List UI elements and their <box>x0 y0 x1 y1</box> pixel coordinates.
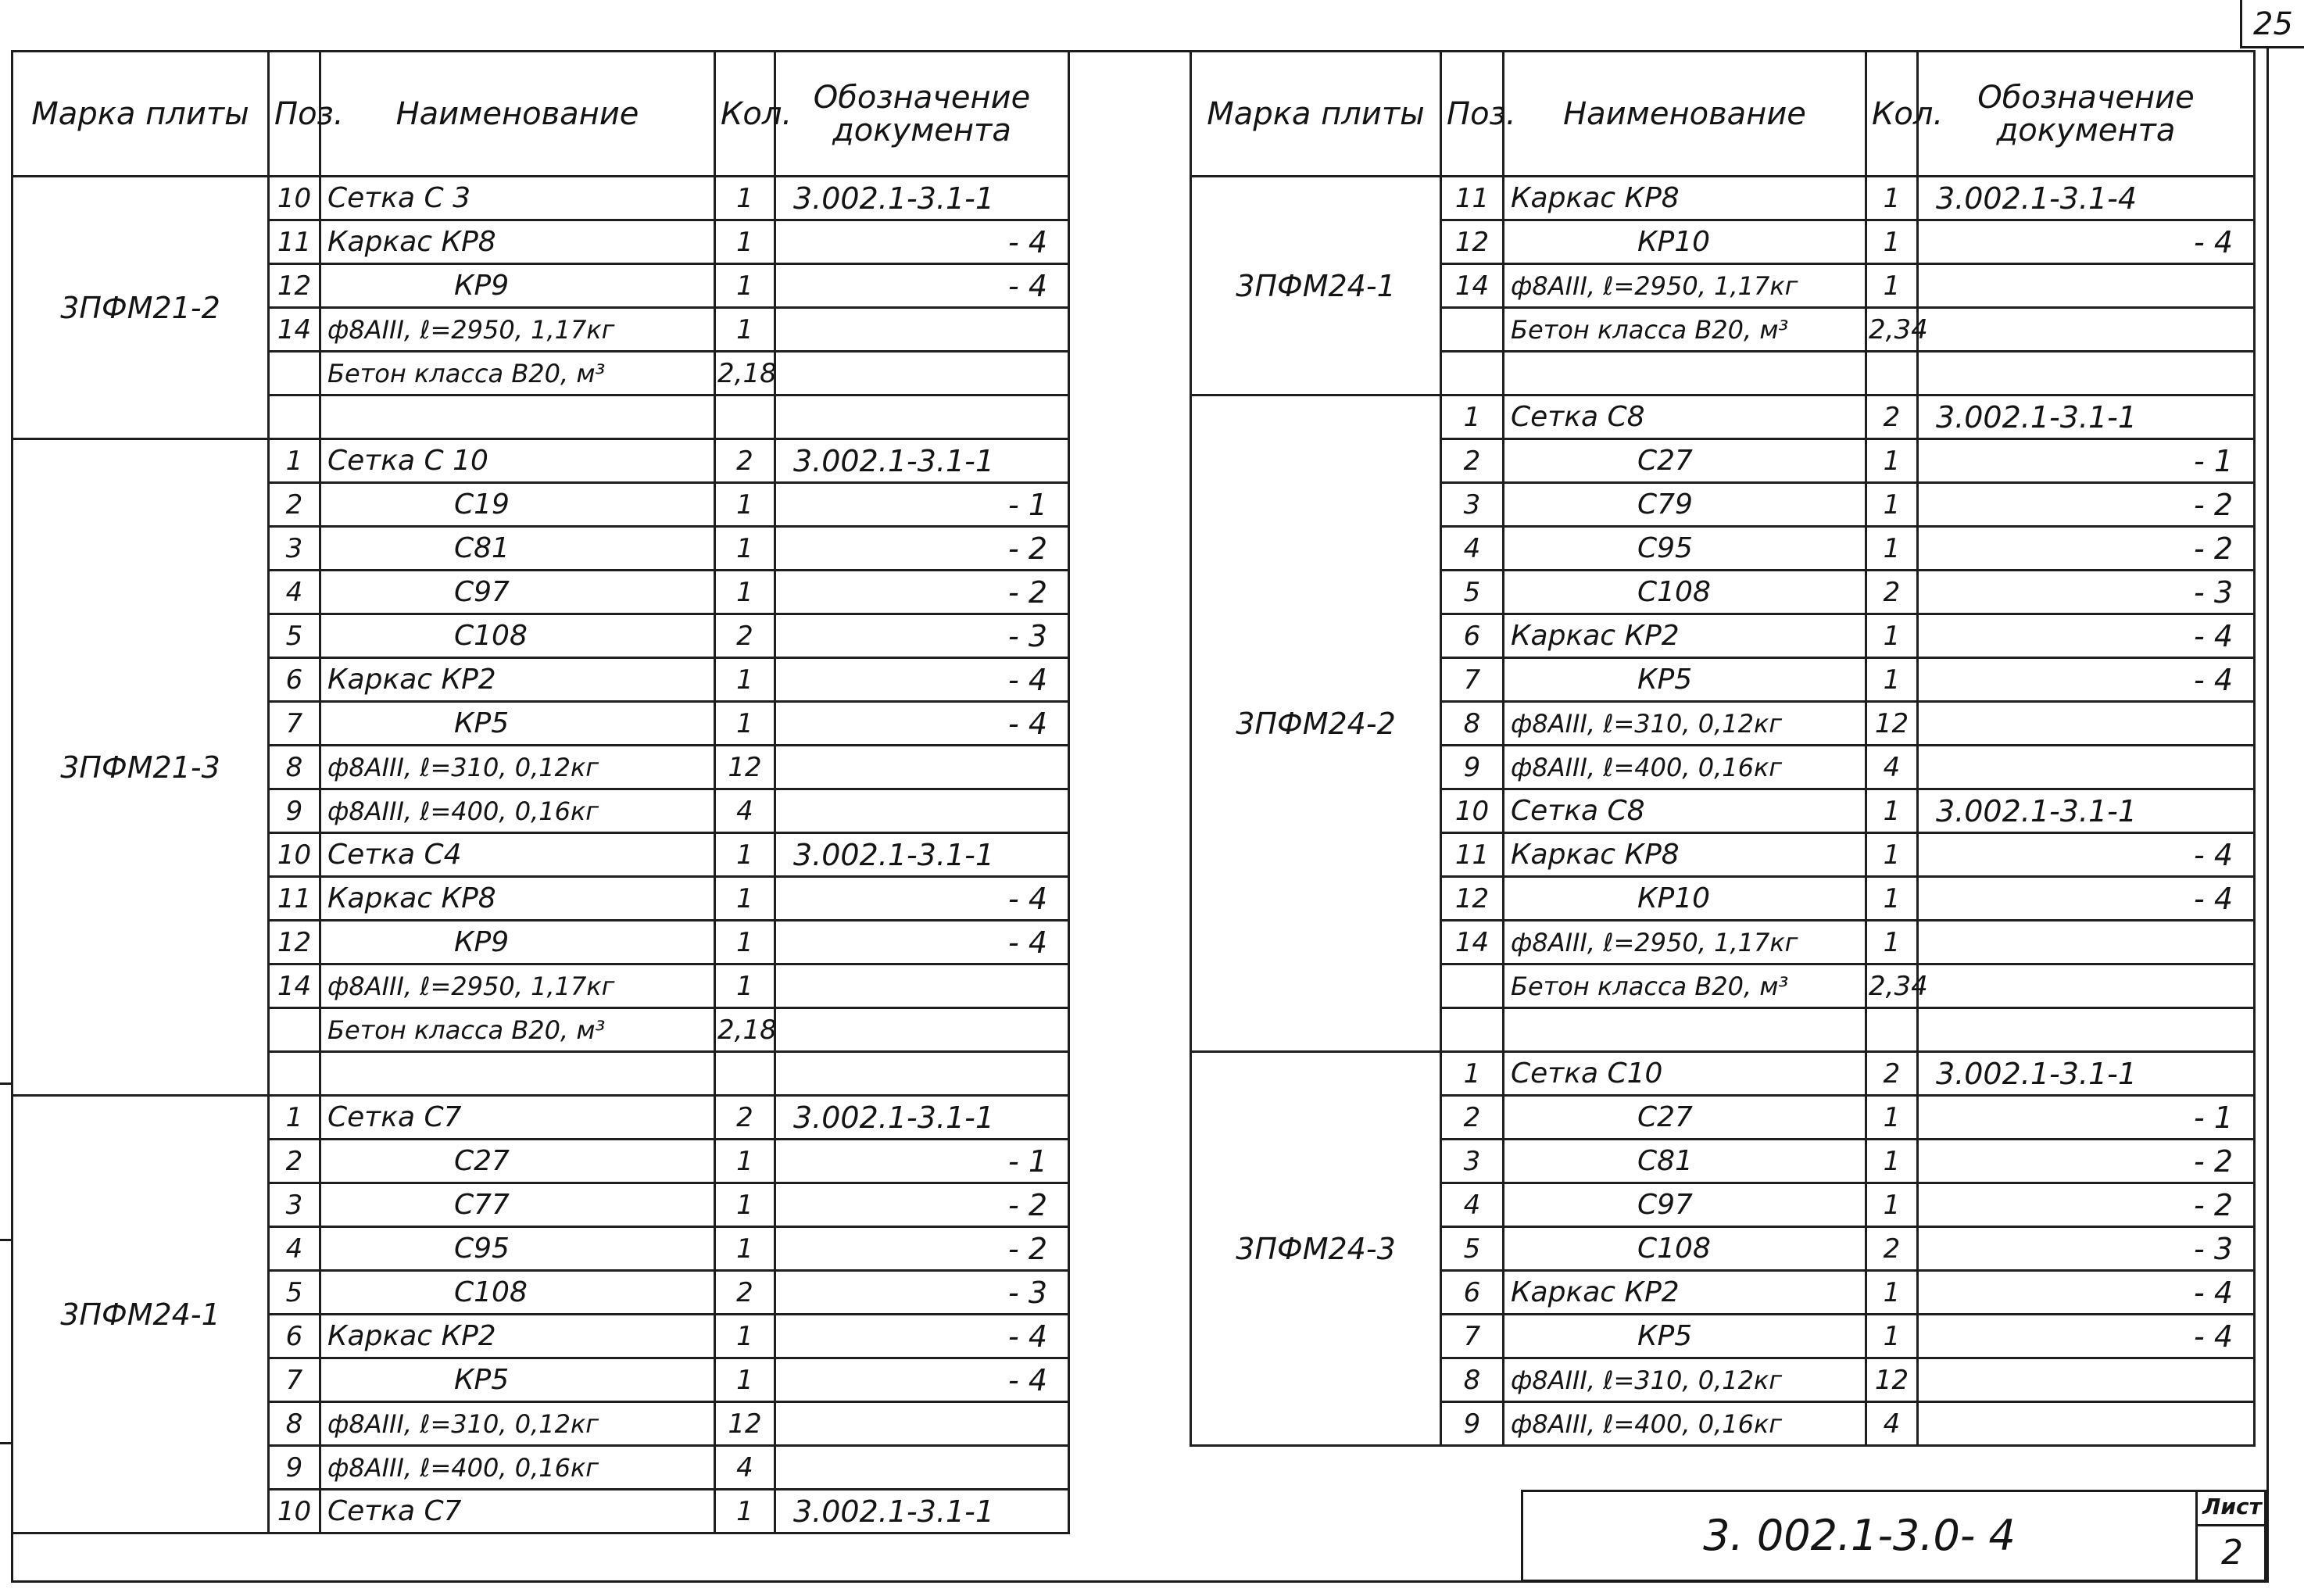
quantity-cell: 1 <box>1866 789 1918 833</box>
quantity-cell: 1 <box>1866 1315 1918 1358</box>
position-cell: 2 <box>1441 439 1504 483</box>
quantity-cell: 1 <box>715 264 775 308</box>
document-cell: - 4 <box>1918 658 2255 702</box>
position-cell: 9 <box>269 1446 320 1490</box>
name-cell: С95 <box>320 1227 715 1271</box>
quantity-cell: 12 <box>715 1402 775 1446</box>
name-cell: Каркас КР8 <box>320 877 715 921</box>
quantity-cell: 1 <box>715 833 775 877</box>
position-cell: 10 <box>269 1490 320 1533</box>
quantity-cell: 2,34 <box>1866 308 1918 352</box>
table-row <box>13 1096 1069 1140</box>
quantity-cell: 1 <box>1866 614 1918 658</box>
name-cell: Сетка С7 <box>320 1490 715 1533</box>
slab-brand: 3ПФМ21-2 <box>13 177 269 439</box>
quantity-cell: 1 <box>1866 483 1918 527</box>
document-cell: - 2 <box>775 1183 1069 1227</box>
position-cell: 12 <box>1441 220 1504 264</box>
document-cell: - 4 <box>775 1358 1069 1402</box>
column-header-brand: Марка плиты <box>13 52 269 177</box>
table-row <box>1191 177 2255 220</box>
document-cell <box>775 1052 1069 1096</box>
name-cell: ф8АIII, ℓ=310, 0,12кг <box>320 746 715 789</box>
document-cell: - 4 <box>775 1315 1069 1358</box>
position-cell: 11 <box>269 220 320 264</box>
name-cell: С27 <box>1504 1096 1866 1140</box>
document-cell: - 2 <box>775 1227 1069 1271</box>
document-cell <box>1918 1402 2255 1446</box>
position-cell: 6 <box>1441 614 1504 658</box>
position-cell: 1 <box>1441 395 1504 439</box>
name-cell: Бетон класса В20, м³ <box>320 352 715 395</box>
name-cell: С81 <box>1504 1140 1866 1183</box>
document-cell: - 4 <box>775 877 1069 921</box>
name-cell: Бетон класса В20, м³ <box>1504 308 1866 352</box>
quantity-cell: 2 <box>1866 1052 1918 1096</box>
name-cell: КР10 <box>1504 877 1866 921</box>
slab-brand: 3ПФМ24-2 <box>1191 395 1441 1052</box>
column-header-pos: Поз. <box>1441 52 1504 177</box>
name-cell: ф8АIII, ℓ=310, 0,12кг <box>1504 1358 1866 1402</box>
position-cell: 1 <box>269 1096 320 1140</box>
position-cell: 7 <box>1441 658 1504 702</box>
quantity-cell: 4 <box>715 789 775 833</box>
specification-table-left <box>11 50 1070 1534</box>
name-cell: Сетка С 10 <box>320 439 715 483</box>
quantity-cell: 1 <box>715 177 775 220</box>
sheet-page-number: 25 <box>2240 0 2304 48</box>
document-cell: 3.002.1-3.1-4 <box>1918 177 2255 220</box>
document-cell <box>775 1008 1069 1052</box>
name-cell: Каркас КР2 <box>1504 614 1866 658</box>
position-cell: 2 <box>1441 1096 1504 1140</box>
position-cell <box>269 352 320 395</box>
document-cell: - 1 <box>775 483 1069 527</box>
position-cell <box>1441 1008 1504 1052</box>
position-cell: 9 <box>1441 746 1504 789</box>
document-cell: 3.002.1-3.1-1 <box>775 1096 1069 1140</box>
quantity-cell: 1 <box>1866 921 1918 964</box>
document-cell: - 2 <box>1918 1140 2255 1183</box>
quantity-cell: 1 <box>715 1227 775 1271</box>
name-cell: Бетон класса В20, м³ <box>1504 964 1866 1008</box>
quantity-cell: 1 <box>715 964 775 1008</box>
document-cell <box>1918 352 2255 395</box>
document-cell: - 3 <box>775 1271 1069 1315</box>
column-header-brand: Марка плиты <box>1191 52 1441 177</box>
position-cell: 3 <box>1441 483 1504 527</box>
document-cell <box>1918 264 2255 308</box>
quantity-cell: 2 <box>1866 1227 1918 1271</box>
position-cell <box>1441 352 1504 395</box>
frame-right-line <box>2266 48 2269 1582</box>
position-cell: 7 <box>269 702 320 746</box>
quantity-cell: 1 <box>715 921 775 964</box>
position-cell: 14 <box>269 964 320 1008</box>
document-cell: - 2 <box>775 571 1069 614</box>
position-cell <box>1441 308 1504 352</box>
sheet-number-box <box>2195 1490 2266 1582</box>
document-cell: - 1 <box>1918 439 2255 483</box>
table-header-row <box>13 52 1069 177</box>
name-cell: Каркас КР8 <box>320 220 715 264</box>
quantity-cell: 1 <box>715 527 775 571</box>
name-cell <box>1504 1008 1866 1052</box>
name-cell: Сетка С4 <box>320 833 715 877</box>
document-cell: - 2 <box>775 527 1069 571</box>
name-cell: Каркас КР2 <box>320 1315 715 1358</box>
name-cell: ф8АIII, ℓ=400, 0,16кг <box>1504 746 1866 789</box>
name-cell: ф8АIII, ℓ=2950, 1,17кг <box>320 964 715 1008</box>
document-cell <box>1918 921 2255 964</box>
table-row <box>13 177 1069 220</box>
left-margin-tick <box>0 1239 11 1241</box>
specification-table-right <box>1190 50 2256 1447</box>
quantity-cell: 1 <box>1866 527 1918 571</box>
position-cell: 11 <box>269 877 320 921</box>
document-cell <box>1918 1008 2255 1052</box>
left-margin-tick <box>0 1082 11 1085</box>
document-cell: - 4 <box>775 220 1069 264</box>
document-cell <box>775 746 1069 789</box>
slab-brand: 3ПФМ24-1 <box>13 1096 269 1533</box>
quantity-cell: 1 <box>715 483 775 527</box>
position-cell: 10 <box>1441 789 1504 833</box>
name-cell: КР5 <box>1504 658 1866 702</box>
quantity-cell: 4 <box>1866 1402 1918 1446</box>
quantity-cell: 1 <box>715 220 775 264</box>
column-header-name: Наименование <box>320 52 715 177</box>
position-cell: 8 <box>269 1402 320 1446</box>
quantity-cell: 1 <box>715 1358 775 1402</box>
document-cell: - 3 <box>1918 571 2255 614</box>
slab-brand: 3ПФМ24-3 <box>1191 1052 1441 1446</box>
document-cell <box>1918 964 2255 1008</box>
position-cell: 7 <box>269 1358 320 1402</box>
name-cell: ф8АIII, ℓ=310, 0,12кг <box>320 1402 715 1446</box>
quantity-cell: 1 <box>715 658 775 702</box>
document-cell <box>1918 746 2255 789</box>
document-cell: - 3 <box>1918 1227 2255 1271</box>
name-cell: Каркас КР2 <box>1504 1271 1866 1315</box>
name-cell: Сетка С8 <box>1504 395 1866 439</box>
position-cell: 10 <box>269 177 320 220</box>
position-cell: 12 <box>269 264 320 308</box>
quantity-cell: 1 <box>715 308 775 352</box>
position-cell: 8 <box>1441 1358 1504 1402</box>
name-cell: С79 <box>1504 483 1866 527</box>
quantity-cell: 1 <box>715 571 775 614</box>
name-cell: ф8АIII, ℓ=400, 0,16кг <box>1504 1402 1866 1446</box>
position-cell <box>269 395 320 439</box>
name-cell: С27 <box>1504 439 1866 483</box>
quantity-cell: 12 <box>1866 1358 1918 1402</box>
name-cell: ф8АIII, ℓ=310, 0,12кг <box>1504 702 1866 746</box>
column-header-doc: Обозначение документа <box>1918 52 2255 177</box>
name-cell: Сетка С10 <box>1504 1052 1866 1096</box>
table-header-row <box>1191 52 2255 177</box>
position-cell: 11 <box>1441 833 1504 877</box>
quantity-cell <box>1866 352 1918 395</box>
position-cell: 4 <box>269 571 320 614</box>
position-cell: 12 <box>269 921 320 964</box>
document-cell <box>775 964 1069 1008</box>
name-cell <box>320 1052 715 1096</box>
document-cell: - 2 <box>1918 1183 2255 1227</box>
name-cell: Каркас КР8 <box>1504 177 1866 220</box>
column-header-qty: Кол. <box>1866 52 1918 177</box>
document-cell: - 4 <box>775 264 1069 308</box>
position-cell: 6 <box>269 658 320 702</box>
document-code: 3. 002.1-3.0- 4 <box>1703 1511 2016 1560</box>
name-cell: ф8АIII, ℓ=2950, 1,17кг <box>1504 921 1866 964</box>
name-cell: ф8АIII, ℓ=2950, 1,17кг <box>320 308 715 352</box>
document-cell: - 2 <box>1918 527 2255 571</box>
quantity-cell: 2 <box>1866 395 1918 439</box>
quantity-cell: 1 <box>715 1315 775 1358</box>
document-cell: - 4 <box>1918 833 2255 877</box>
position-cell: 9 <box>1441 1402 1504 1446</box>
name-cell: ф8АIII, ℓ=400, 0,16кг <box>320 1446 715 1490</box>
quantity-cell: 2 <box>715 614 775 658</box>
document-cell <box>775 308 1069 352</box>
name-cell: Каркас КР8 <box>1504 833 1866 877</box>
column-header-doc: Обозначение документа <box>775 52 1069 177</box>
table-row <box>13 439 1069 483</box>
document-cell: 3.002.1-3.1-1 <box>1918 395 2255 439</box>
name-cell: С27 <box>320 1140 715 1183</box>
quantity-cell: 12 <box>1866 702 1918 746</box>
document-cell <box>1918 702 2255 746</box>
name-cell: ф8АIII, ℓ=2950, 1,17кг <box>1504 264 1866 308</box>
position-cell <box>269 1052 320 1096</box>
slab-brand: 3ПФМ24-1 <box>1191 177 1441 395</box>
position-cell: 10 <box>269 833 320 877</box>
position-cell: 12 <box>1441 877 1504 921</box>
quantity-cell: 2 <box>715 1096 775 1140</box>
document-cell: - 4 <box>1918 220 2255 264</box>
position-cell: 5 <box>269 1271 320 1315</box>
quantity-cell: 1 <box>1866 658 1918 702</box>
document-cell <box>1918 1358 2255 1402</box>
table-row <box>1191 1052 2255 1096</box>
document-cell: - 3 <box>775 614 1069 658</box>
document-cell: - 4 <box>1918 1271 2255 1315</box>
document-cell: - 1 <box>1918 1096 2255 1140</box>
document-cell <box>775 789 1069 833</box>
name-cell: С97 <box>1504 1183 1866 1227</box>
quantity-cell <box>715 395 775 439</box>
column-header-pos: Поз. <box>269 52 320 177</box>
document-cell: 3.002.1-3.1-1 <box>775 833 1069 877</box>
document-cell <box>775 352 1069 395</box>
position-cell: 4 <box>1441 1183 1504 1227</box>
name-cell: КР10 <box>1504 220 1866 264</box>
name-cell: С95 <box>1504 527 1866 571</box>
title-block <box>1521 1490 2266 1582</box>
name-cell: ф8АIII, ℓ=400, 0,16кг <box>320 789 715 833</box>
name-cell: С108 <box>1504 1227 1866 1271</box>
name-cell: С77 <box>320 1183 715 1227</box>
quantity-cell: 1 <box>1866 177 1918 220</box>
position-cell: 6 <box>269 1315 320 1358</box>
document-cell: - 1 <box>775 1140 1069 1183</box>
position-cell: 5 <box>1441 571 1504 614</box>
position-cell: 14 <box>269 308 320 352</box>
document-cell: 3.002.1-3.1-1 <box>1918 1052 2255 1096</box>
quantity-cell: 1 <box>715 1140 775 1183</box>
position-cell: 11 <box>1441 177 1504 220</box>
document-cell: 3.002.1-3.1-1 <box>1918 789 2255 833</box>
document-cell <box>775 1446 1069 1490</box>
name-cell: КР9 <box>320 264 715 308</box>
position-cell <box>1441 964 1504 1008</box>
quantity-cell: 1 <box>1866 877 1918 921</box>
position-cell: 1 <box>1441 1052 1504 1096</box>
document-cell: 3.002.1-3.1-1 <box>775 439 1069 483</box>
slab-brand: 3ПФМ21-3 <box>13 439 269 1096</box>
document-cell: 3.002.1-3.1-1 <box>775 177 1069 220</box>
name-cell: Бетон класса В20, м³ <box>320 1008 715 1052</box>
column-header-name: Наименование <box>1504 52 1866 177</box>
document-cell <box>775 1402 1069 1446</box>
table-row <box>1191 395 2255 439</box>
position-cell: 8 <box>269 746 320 789</box>
position-cell: 2 <box>269 483 320 527</box>
name-cell: С108 <box>1504 571 1866 614</box>
position-cell: 4 <box>1441 527 1504 571</box>
document-cell: - 4 <box>775 658 1069 702</box>
quantity-cell: 4 <box>1866 746 1918 789</box>
quantity-cell: 1 <box>1866 1140 1918 1183</box>
name-cell: С108 <box>320 1271 715 1315</box>
quantity-cell: 1 <box>1866 439 1918 483</box>
document-cell: - 4 <box>1918 877 2255 921</box>
name-cell: КР5 <box>1504 1315 1866 1358</box>
position-cell: 1 <box>269 439 320 483</box>
quantity-cell: 4 <box>715 1446 775 1490</box>
name-cell: С19 <box>320 483 715 527</box>
sheet-number: 2 <box>2221 1533 2243 1573</box>
name-cell: Сетка С7 <box>320 1096 715 1140</box>
position-cell: 6 <box>1441 1271 1504 1315</box>
document-cell <box>775 395 1069 439</box>
name-cell: Каркас КР2 <box>320 658 715 702</box>
quantity-cell: 2 <box>715 439 775 483</box>
document-cell: - 4 <box>775 921 1069 964</box>
quantity-cell: 2,34 <box>1866 964 1918 1008</box>
quantity-cell: 1 <box>1866 264 1918 308</box>
name-cell: С97 <box>320 571 715 614</box>
name-cell: Сетка С8 <box>1504 789 1866 833</box>
position-cell: 14 <box>1441 921 1504 964</box>
position-cell <box>269 1008 320 1052</box>
name-cell: КР5 <box>320 702 715 746</box>
position-cell: 9 <box>269 789 320 833</box>
quantity-cell: 2 <box>715 1271 775 1315</box>
name-cell: Сетка С 3 <box>320 177 715 220</box>
sheet-label: Лист <box>2198 1490 2266 1526</box>
position-cell: 5 <box>1441 1227 1504 1271</box>
quantity-cell: 1 <box>1866 1271 1918 1315</box>
position-cell: 3 <box>1441 1140 1504 1183</box>
name-cell: КР9 <box>320 921 715 964</box>
column-header-qty: Кол. <box>715 52 775 177</box>
position-cell: 3 <box>269 1183 320 1227</box>
name-cell: С81 <box>320 527 715 571</box>
quantity-cell: 1 <box>1866 220 1918 264</box>
position-cell: 3 <box>269 527 320 571</box>
document-cell: - 2 <box>1918 483 2255 527</box>
quantity-cell: 1 <box>1866 833 1918 877</box>
position-cell: 8 <box>1441 702 1504 746</box>
quantity-cell: 2 <box>1866 571 1918 614</box>
quantity-cell: 12 <box>715 746 775 789</box>
quantity-cell: 1 <box>1866 1096 1918 1140</box>
quantity-cell: 1 <box>1866 1183 1918 1227</box>
position-cell: 2 <box>269 1140 320 1183</box>
name-cell <box>1504 352 1866 395</box>
document-cell <box>1918 308 2255 352</box>
name-cell: С108 <box>320 614 715 658</box>
position-cell: 14 <box>1441 264 1504 308</box>
quantity-cell: 1 <box>715 1183 775 1227</box>
document-cell: - 4 <box>1918 614 2255 658</box>
name-cell <box>320 395 715 439</box>
document-cell: 3.002.1-3.1-1 <box>775 1490 1069 1533</box>
quantity-cell <box>1866 1008 1918 1052</box>
position-cell: 7 <box>1441 1315 1504 1358</box>
position-cell: 5 <box>269 614 320 658</box>
quantity-cell: 1 <box>715 877 775 921</box>
position-cell: 4 <box>269 1227 320 1271</box>
quantity-cell <box>715 1052 775 1096</box>
quantity-cell: 2,18 <box>715 352 775 395</box>
quantity-cell: 1 <box>715 702 775 746</box>
left-margin-tick <box>0 1442 11 1444</box>
document-cell: - 4 <box>775 702 1069 746</box>
quantity-cell: 2,18 <box>715 1008 775 1052</box>
quantity-cell: 1 <box>715 1490 775 1533</box>
document-cell: - 4 <box>1918 1315 2255 1358</box>
name-cell: КР5 <box>320 1358 715 1402</box>
